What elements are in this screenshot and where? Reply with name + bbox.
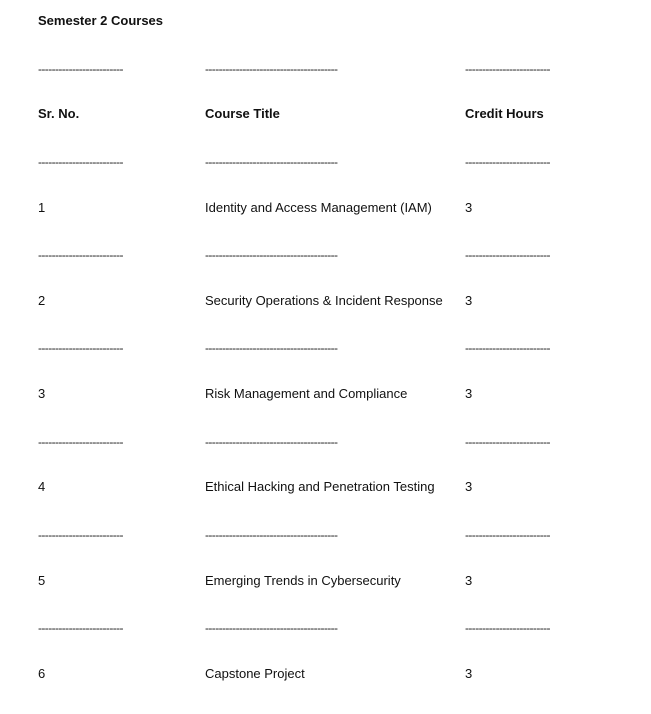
header-credit-hours: Credit Hours	[465, 106, 544, 121]
cell-credit-hours: 3	[465, 293, 473, 308]
cell-sr-no: 1	[38, 200, 46, 215]
separator-dashes: -------------------------	[38, 528, 123, 542]
cell-sr-no: 4	[38, 479, 46, 494]
table-row	[0, 666, 651, 682]
table-separator	[0, 620, 651, 636]
cell-credit-hours: 3	[465, 666, 473, 681]
table-row	[0, 200, 651, 216]
cell-course-title: Security Operations & Incident Response	[205, 293, 443, 308]
header-course-title: Course Title	[205, 106, 280, 121]
table-row	[0, 479, 651, 495]
cell-credit-hours: 3	[465, 386, 473, 401]
separator-dashes: ---------------------------------------	[205, 248, 338, 262]
separator-dashes: -------------------------	[38, 248, 123, 262]
table-row	[0, 386, 651, 402]
cell-course-title: Risk Management and Compliance	[205, 386, 408, 401]
table-row	[0, 293, 651, 309]
separator-dashes: -------------------------	[38, 62, 123, 76]
separator-dashes: -------------------------	[465, 621, 550, 635]
separator-dashes: ---------------------------------------	[205, 621, 338, 635]
document-title: Semester 2 Courses	[38, 13, 164, 28]
cell-sr-no: 3	[38, 386, 46, 401]
table-separator	[0, 61, 651, 77]
separator-dashes: -------------------------	[38, 341, 123, 355]
cell-course-title: Identity and Access Management (IAM)	[205, 200, 432, 215]
separator-dashes: -------------------------	[465, 248, 550, 262]
cell-credit-hours: 3	[465, 479, 473, 494]
separator-dashes: ---------------------------------------	[205, 341, 338, 355]
cell-credit-hours: 3	[465, 200, 473, 215]
separator-dashes: -------------------------	[465, 155, 550, 169]
cell-credit-hours: 3	[465, 573, 473, 588]
separator-dashes: -------------------------	[38, 621, 123, 635]
cell-course-title: Emerging Trends in Cybersecurity	[205, 573, 401, 588]
table-separator	[0, 434, 651, 450]
separator-dashes: -------------------------	[38, 155, 123, 169]
separator-dashes: -------------------------	[38, 435, 123, 449]
separator-dashes: ---------------------------------------	[205, 62, 338, 76]
table-header-row	[0, 106, 651, 122]
separator-dashes: -------------------------	[465, 341, 550, 355]
separator-dashes: ---------------------------------------	[205, 155, 338, 169]
separator-dashes: -------------------------	[465, 528, 550, 542]
table-separator	[0, 527, 651, 543]
table-separator	[0, 247, 651, 263]
table-separator	[0, 340, 651, 356]
separator-dashes: ---------------------------------------	[205, 435, 338, 449]
cell-sr-no: 6	[38, 666, 46, 681]
cell-sr-no: 5	[38, 573, 46, 588]
cell-sr-no: 2	[38, 293, 46, 308]
cell-course-title: Ethical Hacking and Penetration Testing	[205, 479, 435, 494]
table-row	[0, 573, 651, 589]
separator-dashes: -------------------------	[465, 435, 550, 449]
table-separator	[0, 154, 651, 170]
separator-dashes: -------------------------	[465, 62, 550, 76]
header-sr-no: Sr. No.	[38, 106, 80, 121]
cell-course-title: Capstone Project	[205, 666, 305, 681]
separator-dashes: ---------------------------------------	[205, 528, 338, 542]
